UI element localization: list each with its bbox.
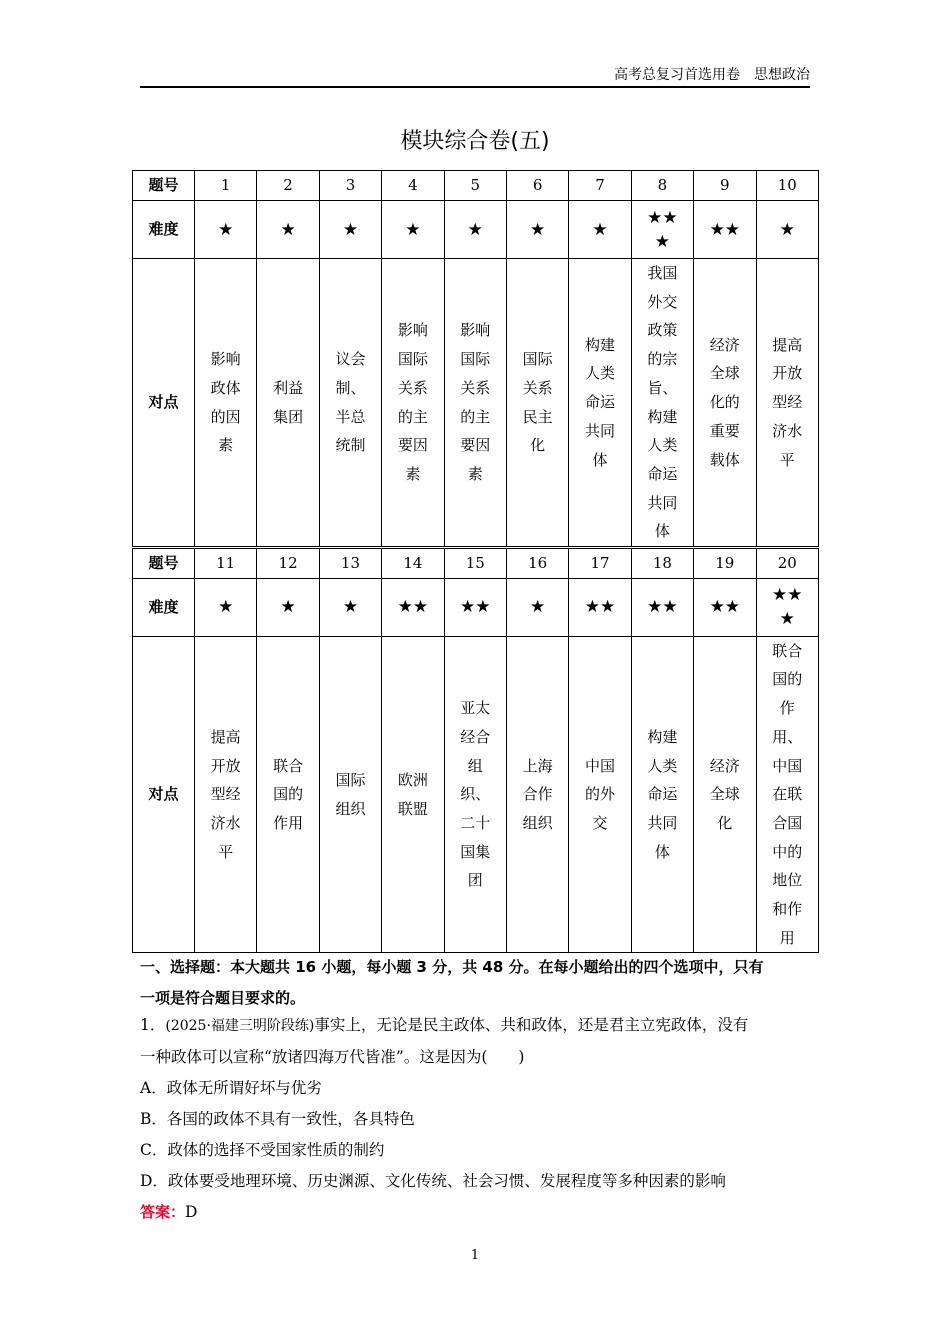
- question-stem: 1．(2025·福建三明阶段练)事实上，无论是民主政体、共和政体，还是君主立宪政体，没有: [140, 1016, 749, 1034]
- option-b: B．各国的政体不具有一致性，各具特色: [140, 1110, 415, 1128]
- table-row: [133, 259, 819, 548]
- table-cell-number: 2: [257, 171, 319, 201]
- table-cell-topic: 经济全球化: [694, 636, 756, 953]
- table-cell-difficulty: ★: [195, 578, 257, 636]
- table-cell-difficulty: ★★★: [756, 578, 818, 636]
- question-number: 1．: [140, 1016, 166, 1034]
- table-cell-number: 13: [319, 548, 381, 579]
- question-source: (2025·福建三明阶段练): [165, 1018, 315, 1034]
- table-cell-number: 12: [257, 548, 319, 579]
- table-cell-topic: 经济全球化的重要载体: [694, 259, 756, 548]
- table-cell-topic: 欧洲联盟: [382, 636, 444, 953]
- table-cell-difficulty: ★: [382, 201, 444, 259]
- table-cell-topic: 联合国的作用、中国在联合国中的地位和作用: [756, 636, 818, 953]
- table-cell-number: 4: [382, 171, 444, 201]
- table-cell-number: 15: [444, 548, 506, 579]
- table-cell-difficulty: ★: [319, 201, 381, 259]
- table-cell-topic: 中国的外交: [569, 636, 631, 953]
- table-cell-topic: 影响国际关系的主要因素: [382, 259, 444, 548]
- page-title: 模块综合卷(五): [400, 129, 550, 154]
- table-cell-number: 8: [631, 171, 693, 201]
- table-cell-difficulty: ★: [257, 578, 319, 636]
- table-cell-difficulty: ★★: [694, 578, 756, 636]
- table-cell-topic: 构建人类命运共同体: [569, 259, 631, 548]
- table-row: [133, 578, 819, 636]
- table-cell-difficulty: ★: [444, 201, 506, 259]
- page-number: 1: [470, 1248, 480, 1263]
- table-cell-difficulty: ★: [195, 201, 257, 259]
- table-cell-number: 14: [382, 548, 444, 579]
- row-label-number: 题号: [133, 171, 195, 201]
- table-cell-topic: 利益集团: [257, 259, 319, 548]
- page-header: [140, 66, 810, 88]
- table-cell-difficulty: ★★: [382, 578, 444, 636]
- table-cell-topic: 我国外交政策的宗旨、构建人类命运共同体: [631, 259, 693, 548]
- table-cell-difficulty: ★: [257, 201, 319, 259]
- table-cell-topic: 国际关系民主化: [506, 259, 568, 548]
- table-cell-number: 11: [195, 548, 257, 579]
- row-label-difficulty: 难度: [133, 578, 195, 636]
- table-cell-difficulty: ★: [756, 201, 818, 259]
- table-cell-number: 18: [631, 548, 693, 579]
- table-cell-number: 10: [756, 171, 818, 201]
- table-cell-topic: 联合国的作用: [257, 636, 319, 953]
- header-text: 高考总复习首选用卷 思想政治: [614, 67, 810, 83]
- row-label-difficulty: 难度: [133, 201, 195, 259]
- table-cell-number: 5: [444, 171, 506, 201]
- table-cell-number: 3: [319, 171, 381, 201]
- table-cell-topic: 影响政体的因素: [195, 259, 257, 548]
- table-cell-number: 16: [506, 548, 568, 579]
- answer-value: D: [185, 1203, 198, 1221]
- table-cell-number: 9: [694, 171, 756, 201]
- table-cell-difficulty: ★★: [694, 201, 756, 259]
- table-cell-topic: 提高开放型经济水平: [756, 259, 818, 548]
- answer-label: 答案：: [140, 1203, 186, 1221]
- table-cell-difficulty: ★★: [569, 578, 631, 636]
- table-cell-number: 20: [756, 548, 818, 579]
- option-c: C．政体的选择不受国家性质的制约: [140, 1141, 385, 1159]
- table-row: [133, 636, 819, 953]
- table-row: [133, 548, 819, 579]
- table-cell-difficulty: ★: [569, 201, 631, 259]
- table-cell-topic: 构建人类命运共同体: [631, 636, 693, 953]
- table-cell-topic: 上海合作组织: [506, 636, 568, 953]
- question-1: 1．(2025·福建三明阶段练)事实上，无论是民主政体、共和政体，还是君主立宪政体，没有 一种政体可以宣称“放诸四海万代皆准”。这是因为( ) A．政体无所谓好坏与优劣 B．各国的政体不具有一致性，各具特色 C．政体的选择不受国家性质的制约 D．政体要受地理环境、历史渊源、文化传统、社会习惯、发展程度等多种因素的影响 答案：D: [140, 1010, 812, 1228]
- answer: [140, 1197, 812, 1228]
- section-instructions: 一、选择题：本大题共 16 小题，每小题 3 分，共 48 分。在每小题给出的四个选项中，只有 一项是符合题目要求的。: [140, 958, 764, 1007]
- table-row: [133, 171, 819, 201]
- table-cell-difficulty: ★★: [444, 578, 506, 636]
- table-cell-number: 7: [569, 171, 631, 201]
- option-d: D．政体要受地理环境、历史渊源、文化传统、社会习惯、发展程度等多种因素的影响: [140, 1172, 726, 1190]
- table-cell-difficulty: ★★★: [631, 201, 693, 259]
- table-cell-topic: 国际组织: [319, 636, 381, 953]
- table-cell-topic: 议会制、半总统制: [319, 259, 381, 548]
- row-label-topic: 对点: [133, 259, 195, 548]
- row-label-number: 题号: [133, 548, 195, 579]
- table-cell-number: 19: [694, 548, 756, 579]
- table-cell-number: 6: [506, 171, 568, 201]
- table-cell-difficulty: ★: [506, 578, 568, 636]
- table-row: [133, 201, 819, 259]
- topic-table: [132, 170, 819, 953]
- table-cell-number: 17: [569, 548, 631, 579]
- table-cell-number: 1: [195, 171, 257, 201]
- table-cell-difficulty: ★★: [631, 578, 693, 636]
- row-label-topic: 对点: [133, 636, 195, 953]
- table-cell-topic: 影响国际关系的主要因素: [444, 259, 506, 548]
- table-cell-topic: 亚太经合组织、二十国集团: [444, 636, 506, 953]
- table-cell-difficulty: ★: [319, 578, 381, 636]
- option-a: A．政体无所谓好坏与优劣: [140, 1079, 322, 1097]
- table-cell-difficulty: ★: [506, 201, 568, 259]
- table-cell-topic: 提高开放型经济水平: [195, 636, 257, 953]
